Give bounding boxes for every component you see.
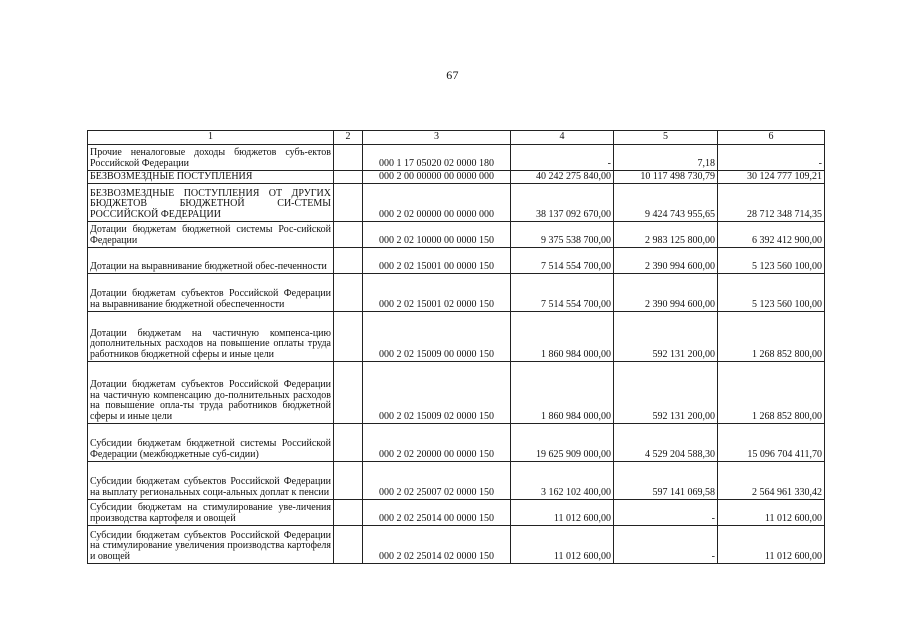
row-value-6: 11 012 600,00 xyxy=(718,526,825,564)
row-name: Субсидии бюджетам субъектов Российской Федерации на выплату региональных соци-альных доплат к пенсии xyxy=(88,462,334,500)
row-col2 xyxy=(334,526,363,564)
row-value-6: 11 012 600,00 xyxy=(718,500,825,526)
row-value-5: 10 117 498 730,79 xyxy=(614,171,718,184)
row-value-6: 15 096 704 411,70 xyxy=(718,424,825,462)
row-name: Дотации на выравнивание бюджетной обес-печенности xyxy=(88,248,334,274)
row-code: 000 2 02 10000 00 0000 150 xyxy=(363,222,511,248)
row-name: Дотации бюджетам бюджетной системы Рос-сийской Федерации xyxy=(88,222,334,248)
row-col2 xyxy=(334,184,363,222)
row-col2 xyxy=(334,312,363,362)
row-code: 000 1 17 05020 02 0000 180 xyxy=(363,145,511,171)
row-value-5: 592 131 200,00 xyxy=(614,312,718,362)
row-value-4: 7 514 554 700,00 xyxy=(511,274,614,312)
row-code: 000 2 02 15009 02 0000 150 xyxy=(363,362,511,424)
row-name: Субсидии бюджетам субъектов Российской Федерации на стимулирование увеличения производства картофеля и овощей xyxy=(88,526,334,564)
table-row xyxy=(88,274,825,312)
row-col2 xyxy=(334,500,363,526)
row-value-5: 7,18 xyxy=(614,145,718,171)
row-value-5: 592 131 200,00 xyxy=(614,362,718,424)
row-name: Субсидии бюджетам бюджетной системы Российской Федерации (межбюджетные суб-сидии) xyxy=(88,424,334,462)
row-value-5: 597 141 069,58 xyxy=(614,462,718,500)
row-value-5: 9 424 743 955,65 xyxy=(614,184,718,222)
row-value-5: - xyxy=(614,500,718,526)
table-row xyxy=(88,424,825,462)
row-col2 xyxy=(334,424,363,462)
row-value-4: - xyxy=(511,145,614,171)
header-cell: 6 xyxy=(718,131,825,145)
table-header-row xyxy=(88,131,825,145)
header-cell: 3 xyxy=(363,131,511,145)
row-col2 xyxy=(334,222,363,248)
row-code: 000 2 02 15001 02 0000 150 xyxy=(363,274,511,312)
row-value-5: - xyxy=(614,526,718,564)
row-value-6: 1 268 852 800,00 xyxy=(718,362,825,424)
header-cell: 4 xyxy=(511,131,614,145)
table-row xyxy=(88,362,825,424)
row-name: Прочие неналоговые доходы бюджетов субъ-ектов Российской Федерации xyxy=(88,145,334,171)
row-value-4: 1 860 984 000,00 xyxy=(511,362,614,424)
table-row xyxy=(88,500,825,526)
table-row xyxy=(88,145,825,171)
row-value-4: 19 625 909 000,00 xyxy=(511,424,614,462)
row-value-4: 7 514 554 700,00 xyxy=(511,248,614,274)
row-value-4: 1 860 984 000,00 xyxy=(511,312,614,362)
page-number: 67 xyxy=(446,68,459,82)
row-code: 000 2 02 15009 00 0000 150 xyxy=(363,312,511,362)
table-row xyxy=(88,222,825,248)
table-row xyxy=(88,248,825,274)
row-value-4: 11 012 600,00 xyxy=(511,526,614,564)
row-col2 xyxy=(334,145,363,171)
table-row xyxy=(88,171,825,184)
row-value-5: 2 390 994 600,00 xyxy=(614,248,718,274)
row-code: 000 2 02 00000 00 0000 000 xyxy=(363,184,511,222)
header-cell: 5 xyxy=(614,131,718,145)
row-value-5: 2 983 125 800,00 xyxy=(614,222,718,248)
row-name: БЕЗВОЗМЕЗДНЫЕ ПОСТУПЛЕНИЯ ОТ ДРУГИХ БЮДЖЕТОВ БЮДЖЕТНОЙ СИ-СТЕМЫ РОССИЙСКОЙ ФЕДЕРАЦИИ xyxy=(88,184,334,222)
row-name: Субсидии бюджетам на стимулирование уве-личения производства картофеля и овощей xyxy=(88,500,334,526)
table-row xyxy=(88,526,825,564)
table-row xyxy=(88,462,825,500)
row-value-4: 11 012 600,00 xyxy=(511,500,614,526)
row-value-5: 2 390 994 600,00 xyxy=(614,274,718,312)
row-value-6: 2 564 961 330,42 xyxy=(718,462,825,500)
row-name: Дотации бюджетам на частичную компенса-цию дополнительных расходов на повышение оплаты труда работников бюджетной сферы и иные цели xyxy=(88,312,334,362)
row-value-6: 6 392 412 900,00 xyxy=(718,222,825,248)
row-name: Дотации бюджетам субъектов Российской Федерации на выравнивание бюджетной обеспеченности xyxy=(88,274,334,312)
budget-table xyxy=(87,130,825,564)
row-name: БЕЗВОЗМЕЗДНЫЕ ПОСТУПЛЕНИЯ xyxy=(88,171,334,184)
row-value-6: - xyxy=(718,145,825,171)
row-value-4: 3 162 102 400,00 xyxy=(511,462,614,500)
row-value-6: 5 123 560 100,00 xyxy=(718,248,825,274)
row-col2 xyxy=(334,362,363,424)
row-value-6: 30 124 777 109,21 xyxy=(718,171,825,184)
row-value-5: 4 529 204 588,30 xyxy=(614,424,718,462)
row-name: Дотации бюджетам субъектов Российской Федерации на частичную компенсацию до-полнительных расходов на повышение опла-ты труда работников бюджетной сферы и иные цели xyxy=(88,362,334,424)
row-col2 xyxy=(334,274,363,312)
row-code: 000 2 02 25014 02 0000 150 xyxy=(363,526,511,564)
row-value-6: 5 123 560 100,00 xyxy=(718,274,825,312)
row-value-6: 1 268 852 800,00 xyxy=(718,312,825,362)
row-value-4: 38 137 092 670,00 xyxy=(511,184,614,222)
header-cell: 1 xyxy=(88,131,334,145)
row-code: 000 2 02 15001 00 0000 150 xyxy=(363,248,511,274)
row-col2 xyxy=(334,462,363,500)
row-value-4: 9 375 538 700,00 xyxy=(511,222,614,248)
row-code: 000 2 02 25007 02 0000 150 xyxy=(363,462,511,500)
row-code: 000 2 00 00000 00 0000 000 xyxy=(363,171,511,184)
row-value-6: 28 712 348 714,35 xyxy=(718,184,825,222)
table-row xyxy=(88,184,825,222)
row-code: 000 2 02 25014 00 0000 150 xyxy=(363,500,511,526)
row-value-4: 40 242 275 840,00 xyxy=(511,171,614,184)
row-col2 xyxy=(334,171,363,184)
row-code: 000 2 02 20000 00 0000 150 xyxy=(363,424,511,462)
table-row xyxy=(88,312,825,362)
header-cell: 2 xyxy=(334,131,363,145)
row-col2 xyxy=(334,248,363,274)
